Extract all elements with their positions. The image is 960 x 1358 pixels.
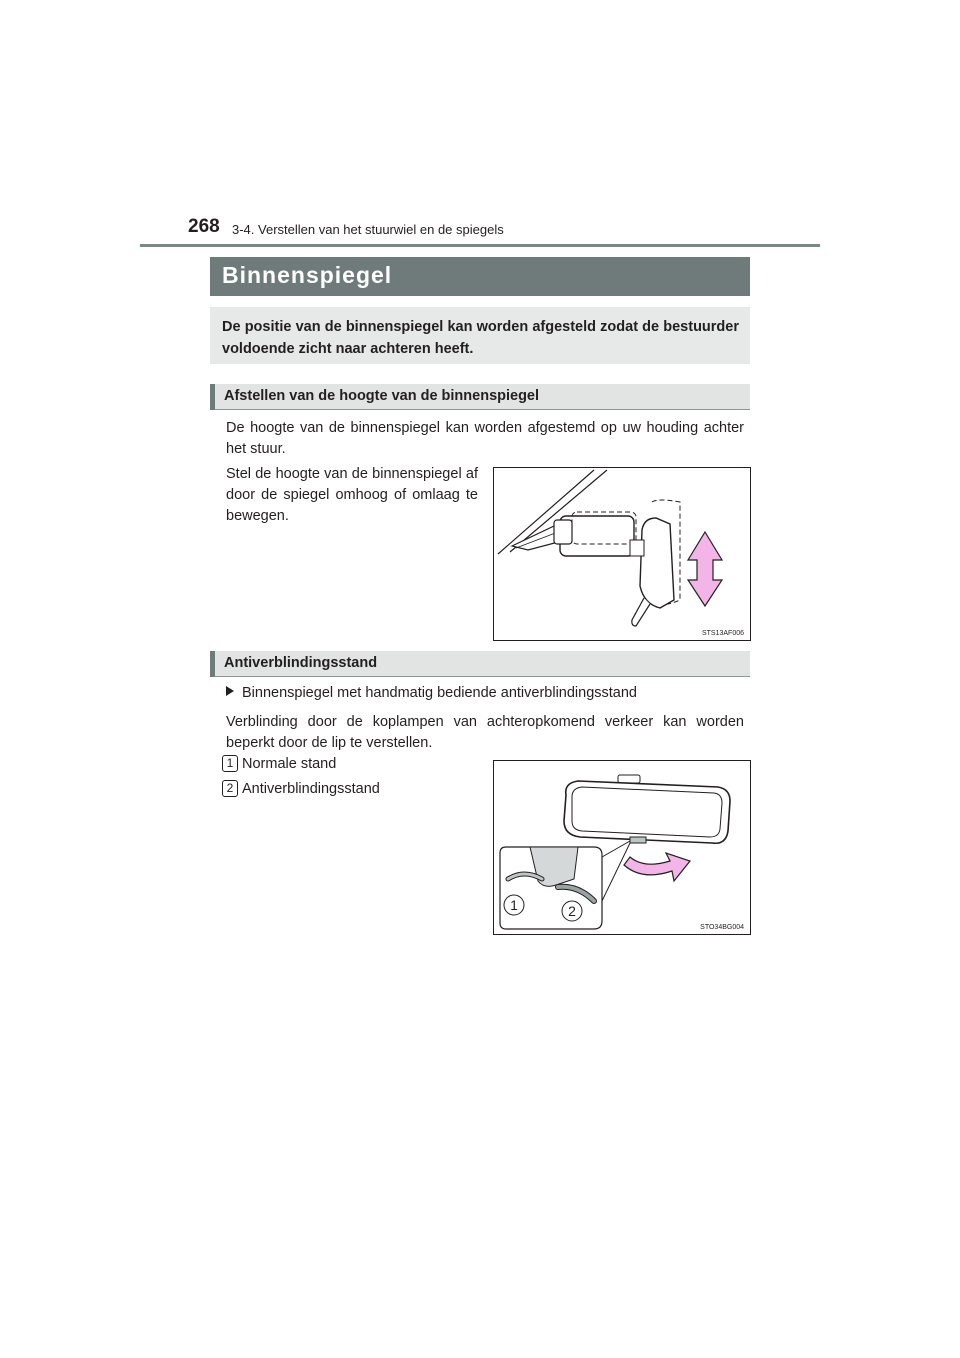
inset-label-1: 1 xyxy=(510,897,518,913)
item-anti-glare-position: Antiverblindingsstand xyxy=(242,781,380,797)
bullet-row xyxy=(226,683,746,704)
curved-arrow-icon xyxy=(624,853,690,881)
number-badge-2: 2 xyxy=(222,780,238,797)
intro-text: De positie van de binnenspiegel kan worden afgesteld zodat de bestuurder voldoende zicht naar achteren heeft. xyxy=(222,319,739,357)
subheading-text: Afstellen van de hoogte van de binnenspiegel xyxy=(224,388,540,404)
section-title: 3-4. Verstellen van het stuurwiel en de spiegels xyxy=(232,222,504,237)
item-normal-position: Normale stand xyxy=(242,756,337,772)
title-bar xyxy=(210,257,750,296)
bullet-text: Binnenspiegel met handmatig bediende antiverblindingsstand xyxy=(242,685,637,701)
subheading-anti-glare xyxy=(210,651,750,677)
figure-anti-glare xyxy=(493,760,751,935)
intro-box xyxy=(210,307,750,364)
page-number: 268 xyxy=(188,216,220,237)
figure-code: STO34BG004 xyxy=(700,924,744,931)
paragraph-anti-glare: Verblinding door de koplampen van achteropkomend verkeer kan worden beperkt door de lip te verstellen. xyxy=(226,714,744,751)
up-down-arrow-icon xyxy=(688,532,722,606)
anti-glare-illustration xyxy=(494,761,750,934)
mirror-height-illustration xyxy=(494,468,750,640)
bullet-arrow-icon xyxy=(226,686,234,696)
paragraph-height: De hoogte van de binnenspiegel kan worden afgestemd op uw houding achter het stuur. xyxy=(226,420,744,457)
figure-mirror-height xyxy=(493,467,751,641)
subheading-text: Antiverblindingsstand xyxy=(224,655,378,671)
paragraph-instruction: Stel de hoogte van de binnenspiegel af door de spiegel omhoog of omlaag te bewegen. xyxy=(226,466,478,524)
figure-code: STS13AF006 xyxy=(701,630,744,637)
number-badge-1: 1 xyxy=(222,755,238,772)
inset-label-2: 2 xyxy=(568,903,576,919)
header-rule xyxy=(140,244,820,247)
subheading-height-adjustment xyxy=(210,384,750,410)
page-title: Binnenspiegel xyxy=(222,262,393,288)
